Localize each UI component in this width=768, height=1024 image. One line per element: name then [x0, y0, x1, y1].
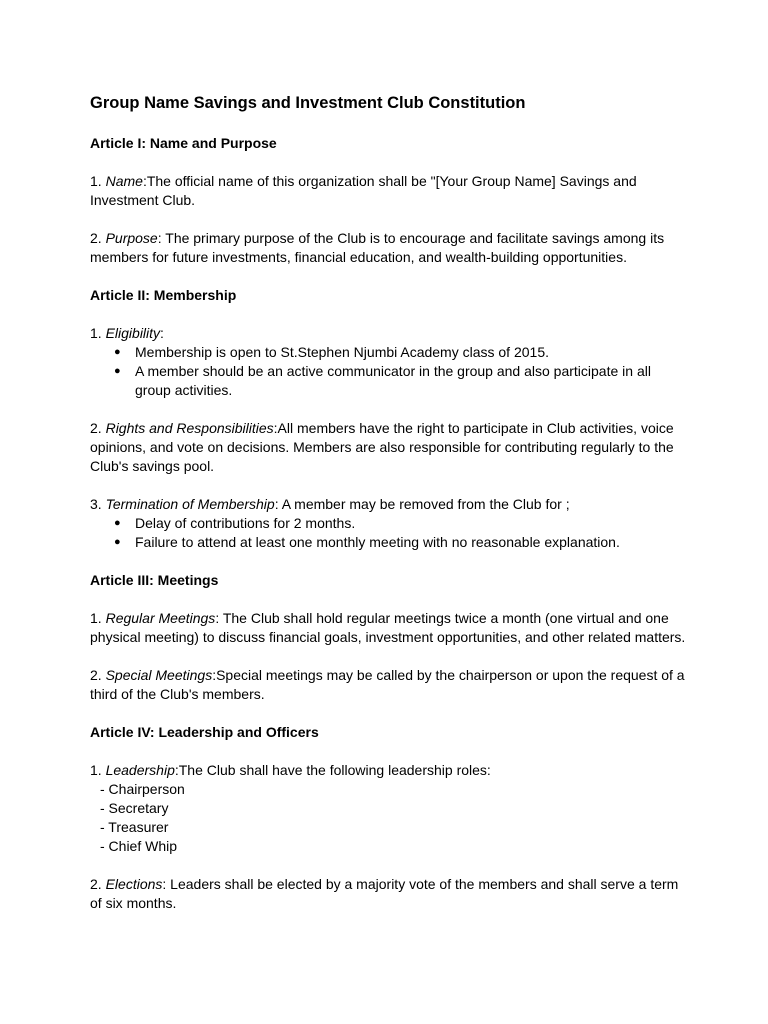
- clause-text: : A member may be removed from the Club for ;: [274, 496, 570, 512]
- bullet-icon: ●: [114, 536, 121, 548]
- leadership-roles-list: [90, 780, 690, 856]
- clause-term: Eligibility: [105, 325, 161, 341]
- clause-number: 1.: [90, 762, 106, 778]
- article-2-heading: Article II: Membership: [90, 287, 237, 303]
- list-item: - Treasurer: [100, 819, 169, 835]
- list-item: - Chief Whip: [100, 838, 178, 854]
- list-item-text: Delay of contributions for 2 months.: [135, 515, 356, 531]
- clause-number: 1.: [90, 173, 106, 189]
- list-item: - Secretary: [100, 800, 169, 816]
- article-1-heading: Article I: Name and Purpose: [90, 135, 277, 151]
- article-2-clause-3: [90, 495, 690, 514]
- clause-term: Leadership: [105, 762, 175, 778]
- clause-term: Special Meetings: [105, 667, 213, 683]
- article-1-clause-1: [90, 172, 690, 210]
- clause-number: 3.: [90, 496, 106, 512]
- clause-text: :Special meetings may be called by the chairperson or upon the request of a third of the Club's members.: [90, 667, 685, 702]
- clause-term: Name: [105, 173, 143, 189]
- bullet-icon: ●: [114, 365, 121, 377]
- article-1-clause-2: [90, 229, 690, 267]
- article-2-clause-1: [90, 324, 690, 343]
- clause-number: 1.: [90, 325, 106, 341]
- article-4-heading: Article IV: Leadership and Officers: [90, 724, 319, 740]
- list-item-text: A member should be an active communicator in the group and also participate in all group activities.: [135, 363, 651, 398]
- clause-text: :The official name of this organization shall be "[Your Group Name] Savings and Investment Club.: [90, 173, 637, 208]
- clause-term: Regular Meetings: [105, 610, 216, 626]
- bullet-icon: ●: [114, 517, 121, 529]
- article-4-clause-1: [90, 761, 690, 780]
- list-item: [114, 533, 690, 552]
- clause-term: Purpose: [105, 230, 158, 246]
- article-3-heading: Article III: Meetings: [90, 572, 219, 588]
- clause-text: : The Club shall hold regular meetings twice a month (one virtual and one physical meeting) to discuss financial goals, investment opportunities, and other related matters.: [90, 610, 686, 645]
- termination-list: [90, 514, 690, 552]
- article-4-clause-2: [90, 875, 690, 913]
- clause-number: 2.: [90, 667, 106, 683]
- list-item: [114, 514, 690, 533]
- list-item: - Chairperson: [100, 781, 185, 797]
- list-item-text: Membership is open to St.Stephen Njumbi Academy class of 2015.: [135, 344, 549, 360]
- clause-term: Elections: [105, 876, 163, 892]
- clause-text: :: [160, 325, 164, 341]
- document-page: [90, 92, 690, 932]
- clause-number: 2.: [90, 420, 106, 436]
- clause-number: 2.: [90, 230, 106, 246]
- list-item: [114, 343, 690, 362]
- list-item: [114, 362, 690, 400]
- document-title: Group Name Savings and Investment Club Constitution: [90, 94, 526, 112]
- clause-text: :The Club shall have the following leadership roles:: [174, 762, 491, 778]
- article-3-clause-1: [90, 609, 690, 647]
- clause-number: 1.: [90, 610, 106, 626]
- eligibility-list: [90, 343, 690, 400]
- clause-text: : The primary purpose of the Club is to encourage and facilitate savings among its members for future investments, financial education, and wealth-building opportunities.: [90, 230, 665, 265]
- clause-number: 2.: [90, 876, 106, 892]
- article-3-clause-2: [90, 666, 690, 704]
- clause-text: :All members have the right to participate in Club activities, voice opinions, and vote on decisions. Members are also responsible for contributing regularly to the Club's savings pool.: [90, 420, 674, 474]
- list-item-text: Failure to attend at least one monthly meeting with no reasonable explanation.: [135, 534, 620, 550]
- bullet-icon: ●: [114, 346, 121, 358]
- clause-term: Rights and Responsibilities: [105, 420, 274, 436]
- article-2-clause-2: [90, 419, 690, 476]
- clause-text: : Leaders shall be elected by a majority vote of the members and shall serve a term of six months.: [90, 876, 679, 911]
- clause-term: Termination of Membership: [105, 496, 275, 512]
